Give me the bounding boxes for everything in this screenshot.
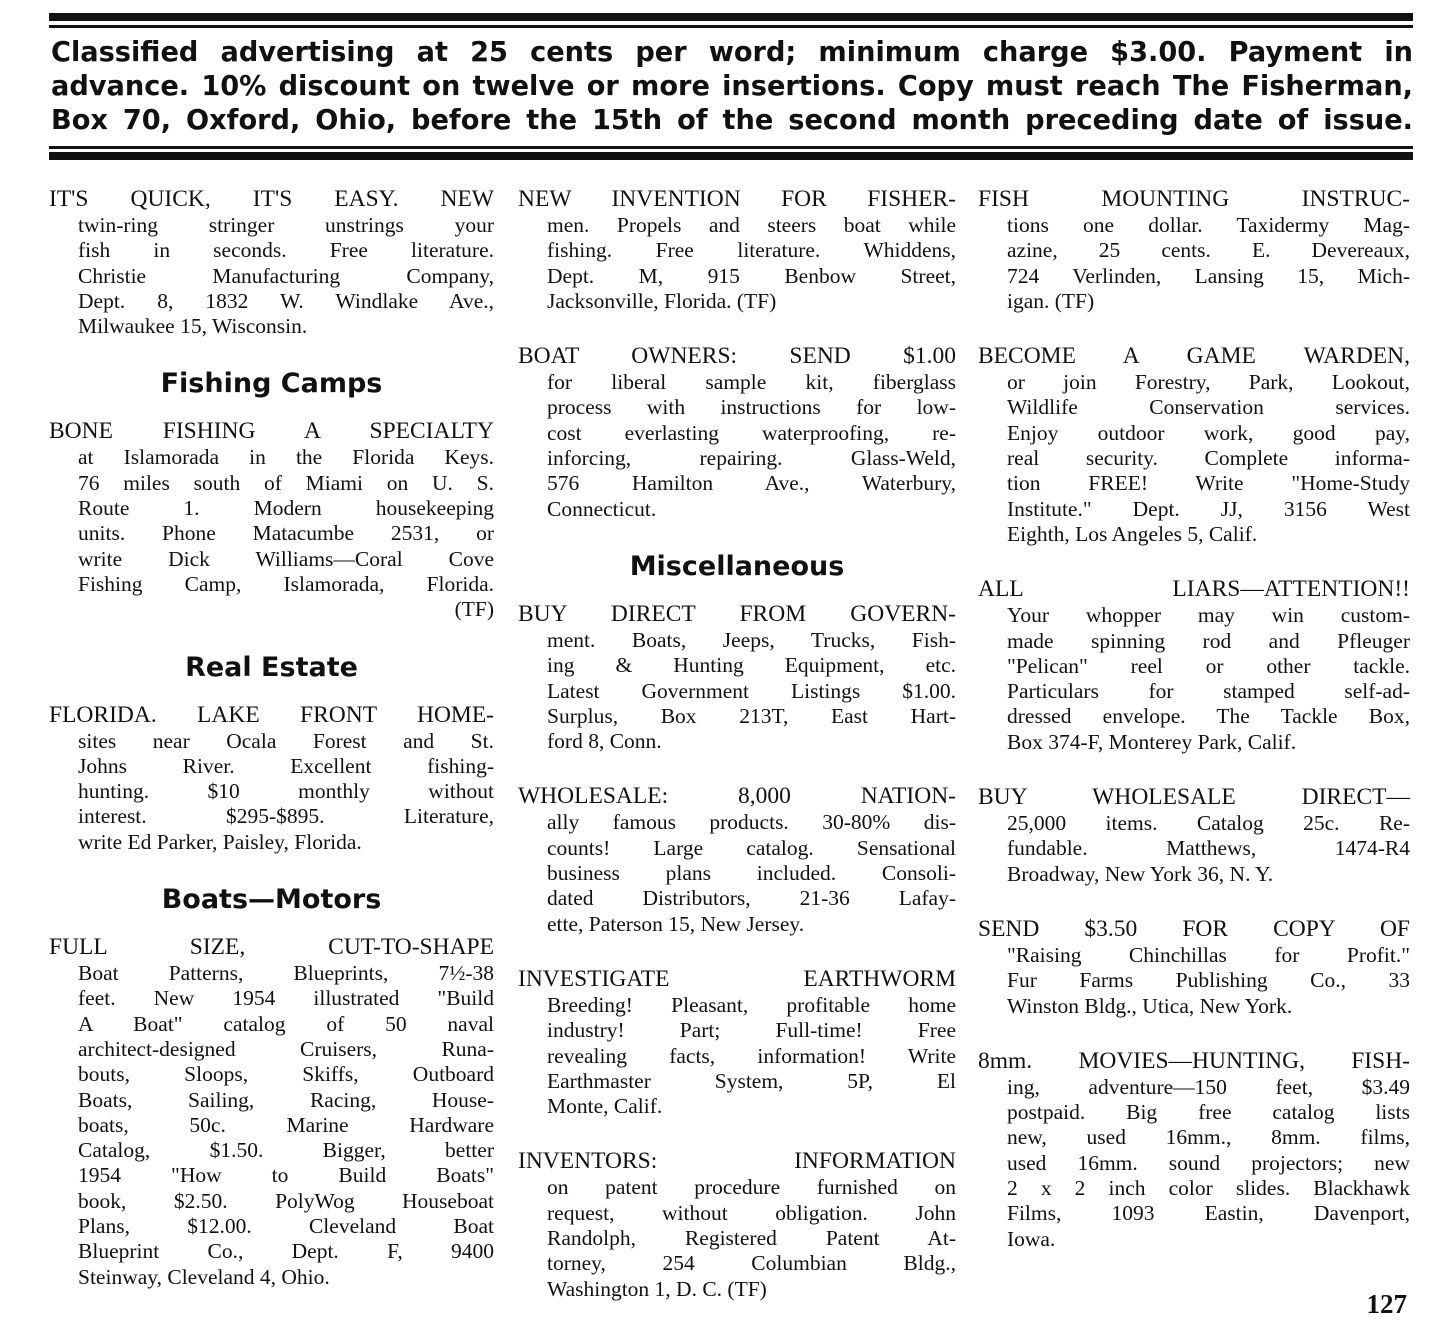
ad-body-line: tions one dollar. Taxidermy Mag- <box>1007 213 1410 237</box>
classified-ad <box>49 702 494 855</box>
ad-body-line: Earthmaster System, 5P, El <box>547 1068 956 1093</box>
ad-body-line: Iowa. <box>1007 1226 1056 1251</box>
ad-body-line: on patent procedure furnished on <box>547 1175 956 1200</box>
ad-body-line: 576 Hamilton Ave., Waterbury, <box>547 471 956 496</box>
ad-body-line: sites near Ocala Forest and St. <box>78 728 494 753</box>
ad-headline: BUY DIRECT FROM GOVERN- <box>518 600 956 627</box>
classified-ad <box>518 1148 956 1301</box>
classified-ad <box>49 186 494 339</box>
ad-body-line: ford 8, Conn. <box>547 729 662 754</box>
banner-line: Classified advertising at 25 cents per word; minimum charge $3.00. Payment in <box>51 37 1413 68</box>
till-forbid-mark: (TF) <box>454 597 494 622</box>
ad-body-line: boats, 50c. Marine Hardware <box>78 1112 494 1137</box>
ad-body-line: used 16mm. sound projectors; new <box>1007 1150 1410 1175</box>
ad-body-line: 25,000 items. Catalog 25c. Re- <box>1007 811 1410 836</box>
ad-headline: IT'S QUICK, IT'S EASY. NEW <box>49 186 494 212</box>
ad-body-line: Fishing Camp, Islamorada, Florida. <box>78 571 494 596</box>
ad-body-line: ally famous products. 30-80% dis- <box>547 810 956 835</box>
ad-body-line: dated Distributors, 21-36 Lafay- <box>547 886 956 911</box>
ad-body-line: write Dick Williams—Coral Cove <box>78 546 494 571</box>
banner-rule-thin <box>49 146 1413 149</box>
classified-ad <box>518 966 956 1119</box>
ad-body-line: Jacksonville, Florida. (TF) <box>547 288 777 313</box>
ad-headline: SEND $3.50 FOR COPY OF <box>978 915 1410 942</box>
banner-rule-thick <box>49 152 1413 160</box>
ad-body-line: 2 x 2 inch color slides. Blackhawk <box>1007 1176 1410 1201</box>
ad-body-line: Boats, Sailing, Racing, House- <box>78 1087 494 1112</box>
ad-body-line: for liberal sample kit, fiberglass <box>547 370 956 395</box>
ad-body-line: industry! Part; Full-time! Free <box>547 1018 956 1043</box>
ad-body-line: cost everlasting waterproofing, re- <box>547 420 956 445</box>
ad-body-line: fundable. Matthews, 1474-R4 <box>1007 836 1410 861</box>
ad-headline: BONE FISHING A SPECIALTY <box>49 418 494 445</box>
ad-body-line: Surplus, Box 213T, East Hart- <box>547 703 956 728</box>
ad-body-line: ette, Paterson 15, New Jersey. <box>547 911 805 936</box>
ad-body-line: Steinway, Cleveland 4, Ohio. <box>78 1264 330 1289</box>
ad-body-line: units. Phone Matacumbe 2531, or <box>78 521 494 546</box>
ad-body-line: Wildlife Conservation services. <box>1007 395 1410 420</box>
ad-body-line: Enjoy outdoor work, good pay, <box>1007 420 1410 445</box>
rates-banner <box>51 36 1413 138</box>
classified-ad <box>978 343 1410 547</box>
ad-body-line: Fur Farms Publishing Co., 33 <box>1007 968 1410 993</box>
ad-headline: 8mm. MOVIES—HUNTING, FISH- <box>978 1047 1410 1074</box>
section-heading: Fishing Camps <box>160 368 383 400</box>
ad-body-line: tion FREE! Write "Home-Study <box>1007 471 1410 496</box>
ad-body-line: ment. Boats, Jeeps, Trucks, Fish- <box>547 627 956 652</box>
ad-body-line: bouts, Sloops, Skiffs, Outboard <box>78 1062 494 1087</box>
ad-body-line: Latest Government Listings $1.00. <box>547 678 956 703</box>
ad-headline: INVESTIGATE EARTHWORM <box>518 965 956 992</box>
ad-body-line: inforcing, repairing. Glass-Weld, <box>547 446 956 471</box>
page-number: 127 <box>1366 1289 1407 1319</box>
ad-headline: BUY WHOLESALE DIRECT— <box>978 784 1410 811</box>
ad-body-line: Films, 1093 Eastin, Davenport, <box>1007 1201 1410 1226</box>
ad-headline: FLORIDA. LAKE FRONT HOME- <box>49 701 494 728</box>
ad-body-line: A Boat" catalog of 50 naval <box>78 1011 494 1036</box>
ad-body-line: Dept. 8, 1832 W. Windlake Ave., <box>78 288 494 313</box>
column-middle <box>518 186 956 1331</box>
column-right <box>978 186 1410 1281</box>
ad-body-line: fish in seconds. Free literature. <box>78 238 494 263</box>
ad-body-line: feet. New 1954 illustrated "Build <box>78 986 494 1011</box>
column-left <box>49 186 494 1319</box>
ad-body-line: Randolph, Registered Patent At- <box>547 1226 956 1251</box>
ad-body-line: Monte, Calif. <box>547 1094 663 1119</box>
ad-headline: INVENTORS: INFORMATION <box>518 1148 956 1175</box>
classified-ad <box>49 934 494 1290</box>
ad-body-line: Connecticut. <box>547 496 657 521</box>
ad-body-line: at Islamorada in the Florida Keys. <box>78 445 494 470</box>
ad-body-line: Blueprint Co., Dept. F, 9400 <box>78 1239 494 1264</box>
ad-headline: BOAT OWNERS: SEND $1.00 <box>518 343 956 370</box>
ad-body-line: Washington 1, D. C. (TF) <box>547 1276 767 1301</box>
ad-body-line: Broadway, New York 36, N. Y. <box>1007 861 1274 886</box>
ad-body-line: process with instructions for low- <box>547 395 956 420</box>
ad-body-line: Breeding! Pleasant, profitable home <box>547 992 956 1017</box>
ad-body-line: Particulars for stamped self-ad- <box>1007 679 1410 704</box>
ad-body-line: postpaid. Big free catalog lists <box>1007 1100 1410 1125</box>
ad-body-line: azine, 25 cents. E. Devereaux, <box>1007 238 1410 263</box>
ad-body-line: igan. (TF) <box>1007 288 1095 313</box>
ad-headline: FISH MOUNTING INSTRUC- <box>978 186 1410 212</box>
section-heading: Miscellaneous <box>629 550 845 582</box>
ad-body-line: hunting. $10 monthly without <box>78 779 494 804</box>
ad-headline: WHOLESALE: 8,000 NATION- <box>518 783 956 810</box>
ad-body-line: 724 Verlinden, Lansing 15, Mich- <box>1007 263 1410 288</box>
ad-body-line: "Pelican" reel or other tackle. <box>1007 653 1410 678</box>
ad-body-line: new, used 16mm., 8mm. films, <box>1007 1125 1410 1150</box>
ad-body-line: Box 374-F, Monterey Park, Calif. <box>1007 729 1297 754</box>
ad-body-line: Plans, $12.00. Cleveland Boat <box>78 1214 494 1239</box>
ad-body-line: men. Propels and steers boat while <box>547 213 956 237</box>
classified-ad <box>49 418 494 622</box>
top-rule-thick <box>49 13 1413 21</box>
ad-body-line: Milwaukee 15, Wisconsin. <box>78 314 308 339</box>
top-rule-thin <box>49 25 1413 28</box>
ad-body-line: revealing facts, information! Write <box>547 1043 956 1068</box>
ad-body-line: counts! Large catalog. Sensational <box>547 835 956 860</box>
ad-body-line: book, $2.50. PolyWog Houseboat <box>78 1188 494 1213</box>
ad-body-line: Route 1. Modern housekeeping <box>78 496 494 521</box>
ad-body-line: write Ed Parker, Paisley, Florida. <box>78 829 362 854</box>
ad-body-line: Johns River. Excellent fishing- <box>78 753 494 778</box>
ad-body-line: or join Forestry, Park, Lookout, <box>1007 370 1410 395</box>
ad-body-line: request, without obligation. John <box>547 1200 956 1225</box>
ad-headline: FULL SIZE, CUT-TO-SHAPE <box>49 934 494 961</box>
ad-body-line: twin-ring stringer unstrings your <box>78 213 494 237</box>
ad-body-line: ing & Hunting Equipment, etc. <box>547 653 956 678</box>
ad-body-line: business plans included. Consoli- <box>547 861 956 886</box>
ad-headline: ALL LIARS—ATTENTION!! <box>978 576 1410 603</box>
classified-ad <box>978 916 1410 1019</box>
ad-body-line: dressed envelope. The Tackle Box, <box>1007 704 1410 729</box>
ad-body-line: Boat Patterns, Blueprints, 7½-38 <box>78 961 494 986</box>
section-heading: Real Estate <box>185 651 358 683</box>
classified-ad <box>978 186 1410 314</box>
ad-body-line: ing, adventure—150 feet, $3.49 <box>1007 1074 1410 1099</box>
ad-body-line: fishing. Free literature. Whiddens, <box>547 238 956 263</box>
ad-headline: NEW INVENTION FOR FISHER- <box>518 186 956 212</box>
classified-ad <box>978 576 1410 755</box>
ad-body-line: made spinning rod and Pfleuger <box>1007 628 1410 653</box>
banner-line: advance. 10% discount on twelve or more insertions. Copy must reach The Fisherman, <box>51 71 1413 102</box>
ad-body-line: 1954 "How to Build Boats" <box>78 1163 494 1188</box>
ad-body-line: Christie Manufacturing Company, <box>78 263 494 288</box>
ad-body-line: Winston Bldg., Utica, New York. <box>1007 993 1293 1018</box>
banner-line: Box 70, Oxford, Ohio, before the 15th of the second month preceding date of issue. <box>51 105 1413 136</box>
ad-body-line: Eighth, Los Angeles 5, Calif. <box>1007 521 1258 546</box>
classified-ad <box>978 1048 1410 1252</box>
classified-ad <box>518 343 956 522</box>
ad-headline: BECOME A GAME WARDEN, <box>978 343 1410 370</box>
ad-body-line: torney, 254 Columbian Bldg., <box>547 1251 956 1276</box>
ad-body-line: "Raising Chinchillas for Profit." <box>1007 942 1410 967</box>
ad-body-line: interest. $295-$895. Literature, <box>78 804 494 829</box>
ad-body-line: Institute." Dept. JJ, 3156 West <box>1007 496 1410 521</box>
section-heading: Boats—Motors <box>161 884 382 916</box>
classified-ad <box>978 784 1410 887</box>
classified-ad <box>518 783 956 936</box>
classified-ad <box>518 601 956 754</box>
ad-body-line: architect-designed Cruisers, Runa- <box>78 1036 494 1061</box>
ad-body-line: real security. Complete informa- <box>1007 446 1410 471</box>
ad-body-line: Dept. M, 915 Benbow Street, <box>547 263 956 288</box>
ad-body-line: Your whopper may win custom- <box>1007 603 1410 628</box>
classified-ad <box>518 186 956 314</box>
ad-body-line: Catalog, $1.50. Bigger, better <box>78 1138 494 1163</box>
ad-body-line: 76 miles south of Miami on U. S. <box>78 470 494 495</box>
